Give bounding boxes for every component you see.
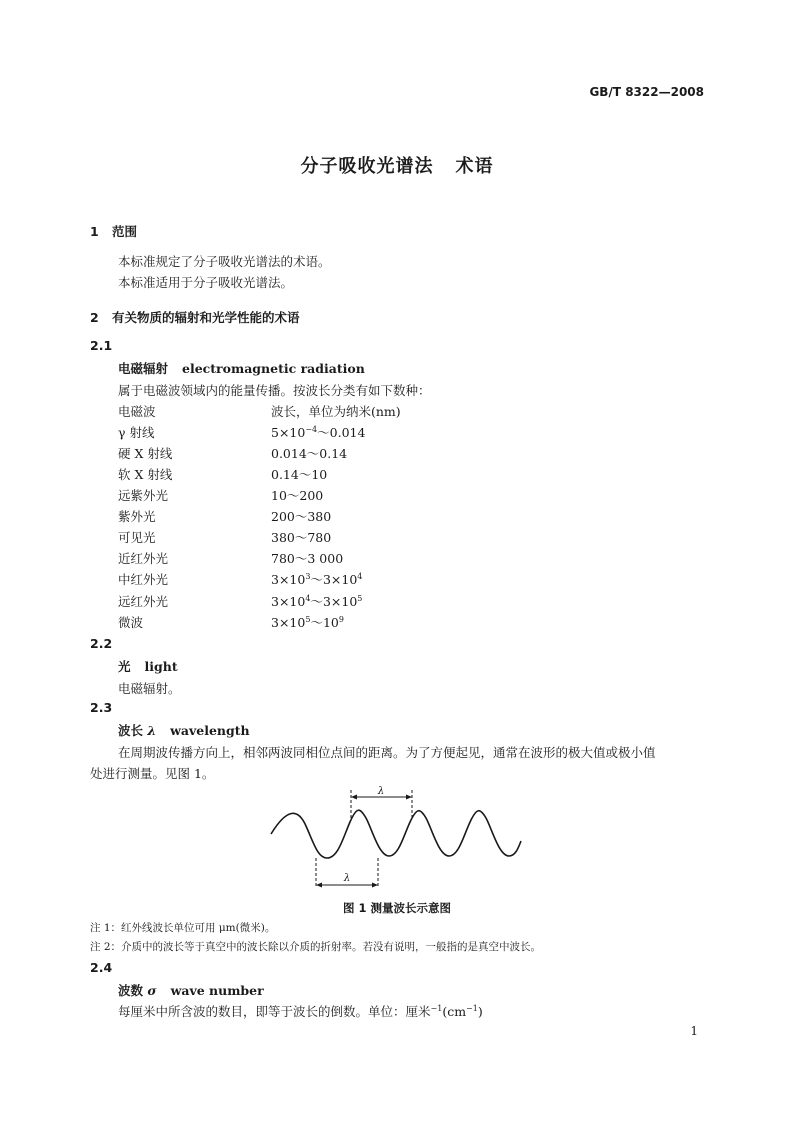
section-1-heading: 1 范围	[90, 224, 138, 239]
clause-2-4-definition: 每厘米中所含波的数目，即等于波长的倒数。单位：厘米$^{-1}(cm^{-1})$	[118, 1004, 483, 1019]
table-row-range: 0.14～10	[271, 467, 328, 482]
clause-2-3-number: 2.3	[90, 700, 113, 715]
table-row-range: 380～780	[271, 530, 332, 545]
lambda-label-top: λ	[377, 786, 385, 797]
table-row-range: $5\times 10^{-4}\sim 0.014$	[271, 425, 366, 440]
clause-2-3-definition-line-2: 处进行测量。见图 1。	[90, 766, 215, 781]
sine-wave	[271, 810, 521, 858]
section-2-heading: 2 有关物质的辐射和光学性能的术语	[90, 310, 300, 325]
table-row-range: $3\times 10^5\sim 10^9$	[271, 615, 344, 630]
table-header-wavelength: 波长，单位为纳米(nm)	[271, 404, 401, 419]
table-row-name: 中红外光	[118, 572, 169, 587]
clause-2-1-term: 电磁辐射 electromagnetic radiation	[118, 361, 365, 376]
table-header-wave: 电磁波	[118, 404, 156, 419]
table-row-name: 紫外光	[118, 509, 156, 524]
note-1: 注 1：红外线波长单位可用 μm(微米)。	[90, 922, 276, 934]
wavelength-figure	[265, 784, 529, 894]
page-title	[0, 152, 794, 178]
section-1-paragraph-2: 本标准适用于分子吸收光谱法。	[118, 275, 294, 290]
clause-2-2-term: 光 light	[118, 659, 178, 674]
table-row-range: 780～3 000	[271, 551, 344, 566]
arrow-head	[372, 883, 378, 888]
lambda-label-bottom: λ	[343, 873, 351, 884]
standard-number: GB/T 8322—2008	[589, 85, 704, 99]
arrow-head	[351, 795, 357, 800]
clause-2-4-term: 波数 σ wave number	[118, 983, 264, 998]
note-2: 注 2：介质中的波长等于真空中的波长除以介质的折射率。若没有说明，一般指的是真空中波长。	[90, 941, 542, 953]
table-row-range: $3\times 10^3\sim 3\times 10^4$	[271, 572, 363, 587]
table-row-range: 200～380	[271, 509, 332, 524]
title-sub: 术语	[455, 156, 494, 177]
arrow-head	[406, 795, 412, 800]
table-row-name: γ 射线	[118, 425, 155, 440]
section-1-paragraph-1: 本标准规定了分子吸收光谱法的术语。	[118, 254, 331, 269]
clause-2-3-term: 波长 λ wavelength	[118, 723, 250, 738]
table-row-name: 可见光	[118, 530, 156, 545]
clause-2-2-definition: 电磁辐射。	[118, 681, 181, 696]
title-main: 分子吸收光谱法	[300, 156, 434, 177]
clause-2-1-definition: 属于电磁波领域内的能量传播。按波长分类有如下数种：	[118, 383, 431, 398]
figure-caption: 图 1 测量波长示意图	[342, 901, 451, 915]
table-row-range: $3\times 10^4\sim 3\times 10^5$	[271, 594, 363, 609]
clause-2-4-number: 2.4	[90, 960, 113, 975]
clause-2-2-number: 2.2	[90, 636, 113, 651]
table-row-name: 近红外光	[118, 551, 169, 566]
table-row-name: 硬 X 射线	[118, 446, 173, 461]
table-row-name: 微波	[118, 615, 144, 630]
table-row-name: 软 X 射线	[118, 467, 173, 482]
table-row-range: 10～200	[271, 488, 324, 503]
page-number: 1	[690, 1024, 698, 1038]
clause-2-3-definition-line-1: 在周期波传播方向上，相邻两波同相位点间的距离。为了方便起见，通常在波形的极大值或极小值	[118, 745, 656, 760]
table-row-name: 远红外光	[118, 594, 169, 609]
table-row-range: 0.014～0.14	[271, 446, 348, 461]
clause-2-1-number: 2.1	[90, 338, 113, 353]
table-row-name: 远紫外光	[118, 488, 169, 503]
arrow-head	[316, 883, 322, 888]
